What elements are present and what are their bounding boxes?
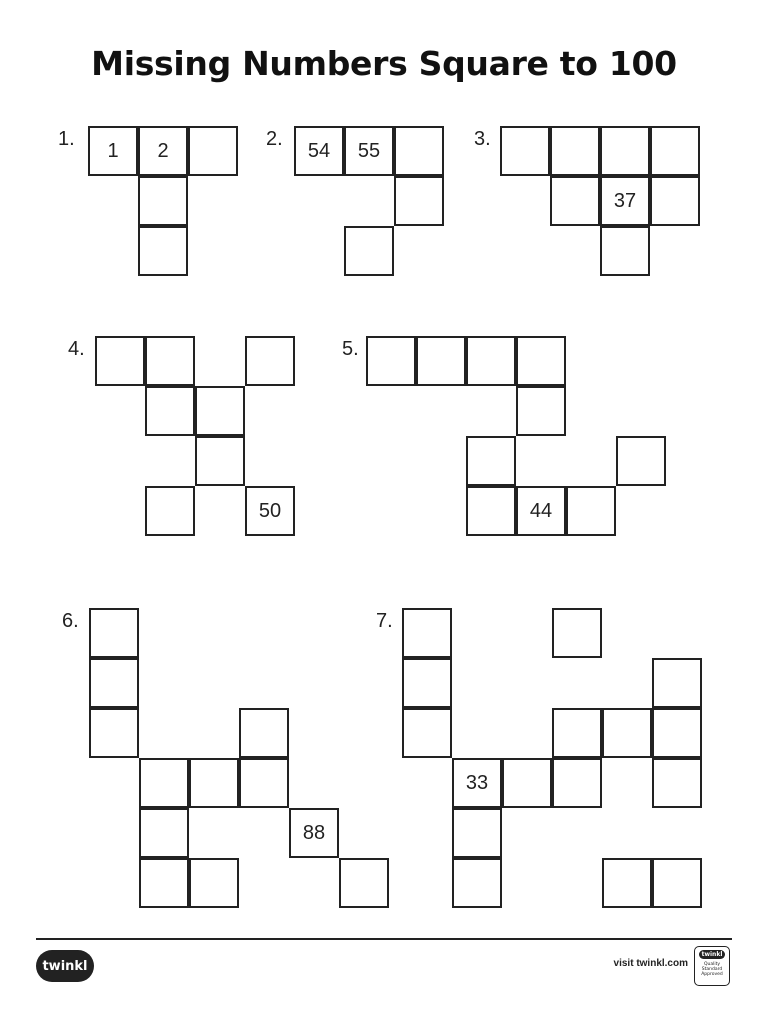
blank-number-cell[interactable] [89,708,139,758]
blank-number-cell[interactable] [452,808,502,858]
blank-number-cell[interactable] [600,126,650,176]
blank-number-cell[interactable] [652,708,702,758]
given-number-cell: 50 [245,486,295,536]
blank-number-cell[interactable] [650,176,700,226]
blank-number-cell[interactable] [452,858,502,908]
blank-number-cell[interactable] [394,126,444,176]
blank-number-cell[interactable] [339,858,389,908]
blank-number-cell[interactable] [145,386,195,436]
puzzle-label: 3. [474,128,491,150]
given-number-cell: 33 [452,758,502,808]
blank-number-cell[interactable] [466,436,516,486]
blank-number-cell[interactable] [402,708,452,758]
blank-number-cell[interactable] [138,176,188,226]
blank-number-cell[interactable] [552,758,602,808]
given-number-cell: 2 [138,126,188,176]
puzzle-label: 2. [266,128,283,150]
blank-number-cell[interactable] [616,436,666,486]
page-title: Missing Numbers Square to 100 [91,44,677,83]
blank-number-cell[interactable] [466,336,516,386]
blank-number-cell[interactable] [402,608,452,658]
blank-number-cell[interactable] [466,486,516,536]
blank-number-cell[interactable] [195,386,245,436]
blank-number-cell[interactable] [550,176,600,226]
puzzle-label: 5. [342,338,359,360]
given-number-cell: 55 [344,126,394,176]
blank-number-cell[interactable] [239,758,289,808]
blank-number-cell[interactable] [600,226,650,276]
blank-number-cell[interactable] [652,858,702,908]
blank-number-cell[interactable] [189,758,239,808]
puzzle-label: 7. [376,610,393,632]
given-number-cell: 37 [600,176,650,226]
blank-number-cell[interactable] [502,758,552,808]
blank-number-cell[interactable] [552,708,602,758]
blank-number-cell[interactable] [89,658,139,708]
blank-number-cell[interactable] [516,386,566,436]
blank-number-cell[interactable] [145,486,195,536]
blank-number-cell[interactable] [195,436,245,486]
blank-number-cell[interactable] [652,658,702,708]
blank-number-cell[interactable] [139,808,189,858]
given-number-cell: 88 [289,808,339,858]
blank-number-cell[interactable] [189,858,239,908]
blank-number-cell[interactable] [138,226,188,276]
given-number-cell: 44 [516,486,566,536]
puzzle-label: 6. [62,610,79,632]
blank-number-cell[interactable] [650,126,700,176]
blank-number-cell[interactable] [550,126,600,176]
blank-number-cell[interactable] [95,336,145,386]
quality-badge [694,946,730,986]
blank-number-cell[interactable] [239,708,289,758]
blank-number-cell[interactable] [602,708,652,758]
blank-number-cell[interactable] [516,336,566,386]
badge-text: Quality Standard Approved [701,962,723,977]
blank-number-cell[interactable] [402,658,452,708]
badge-logo: twinkl [699,950,725,959]
blank-number-cell[interactable] [602,858,652,908]
blank-number-cell[interactable] [416,336,466,386]
blank-number-cell[interactable] [652,758,702,808]
blank-number-cell[interactable] [566,486,616,536]
blank-number-cell[interactable] [366,336,416,386]
blank-number-cell[interactable] [245,336,295,386]
blank-number-cell[interactable] [552,608,602,658]
blank-number-cell[interactable] [145,336,195,386]
puzzle-label: 4. [68,338,85,360]
given-number-cell: 54 [294,126,344,176]
blank-number-cell[interactable] [394,176,444,226]
footer-divider [36,938,732,940]
twinkl-logo: twinkl [36,950,94,982]
blank-number-cell[interactable] [139,758,189,808]
blank-number-cell[interactable] [139,858,189,908]
puzzle-label: 1. [58,128,75,150]
given-number-cell: 1 [88,126,138,176]
blank-number-cell[interactable] [344,226,394,276]
visit-link[interactable]: visit twinkl.com [613,958,688,969]
blank-number-cell[interactable] [89,608,139,658]
blank-number-cell[interactable] [500,126,550,176]
blank-number-cell[interactable] [188,126,238,176]
